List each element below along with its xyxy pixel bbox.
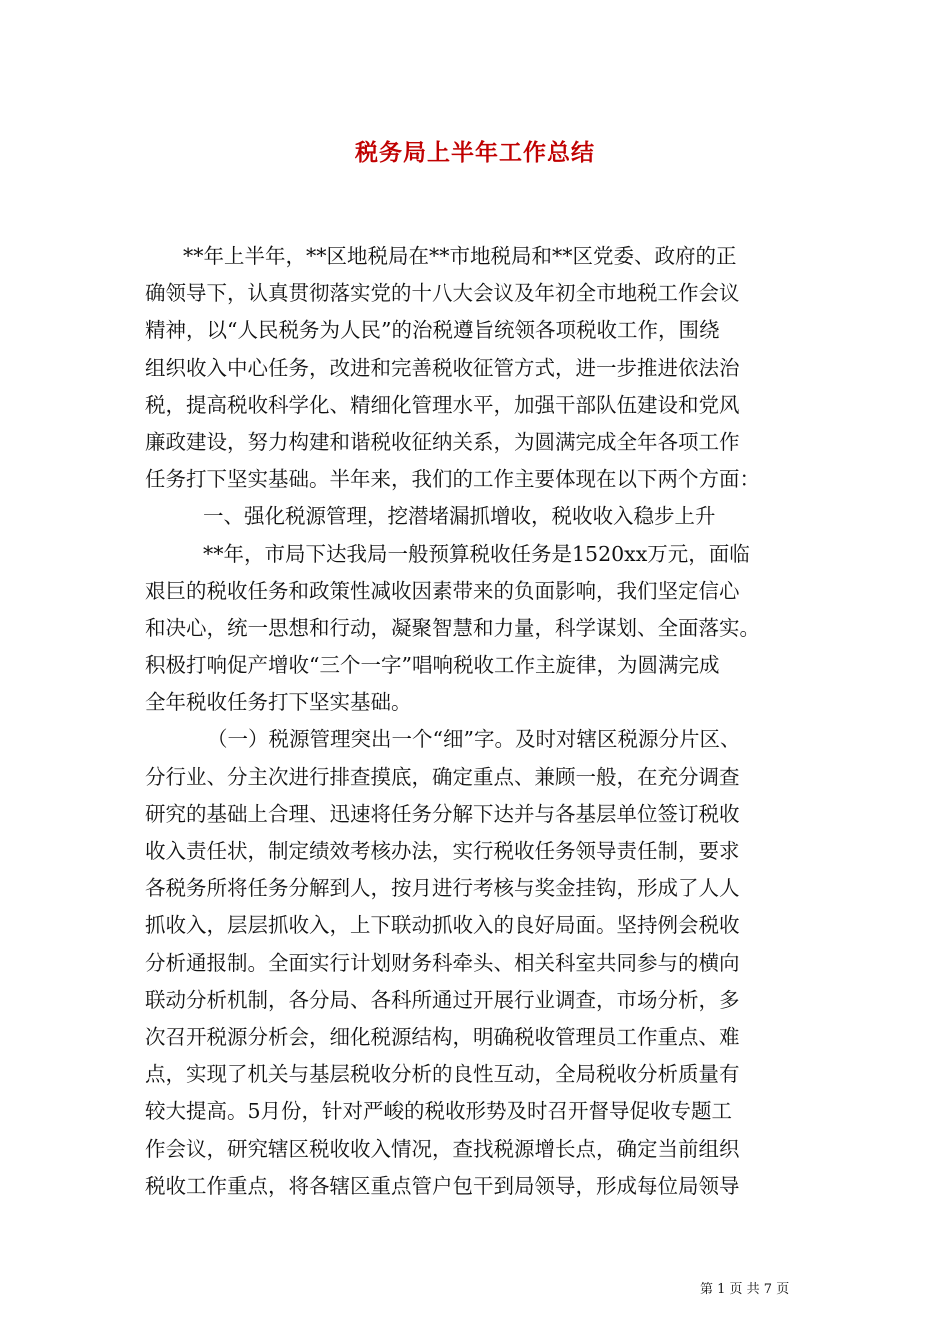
page-number-footer: 第 1 页 共 7 页	[700, 1282, 790, 1297]
text-line: 分析通报制。全面实行计划财务科牵头、相关科室共同参与的横向	[145, 950, 740, 975]
text-line: 联动分析机制，各分局、各科所通过开展行业调查，市场分析，多	[145, 987, 740, 1012]
text-line: 廉政建设，努力构建和谐税收征纳关系，为圆满完成全年各项工作	[145, 429, 740, 454]
document-body	[145, 238, 823, 1205]
text-line: 组织收入中心任务，改进和完善税收征管方式，进一步推进依法治	[145, 355, 740, 380]
text-line: 税，提高税收科学化、精细化管理水平，加强干部队伍建设和党风	[145, 392, 740, 417]
text-line: 抓收入，层层抓收入，上下联动抓收入的良好局面。坚持例会税收	[145, 913, 740, 938]
text-line: 精神，以“人民税务为人民”的治税遵旨统领各项税收工作，围绕	[145, 318, 720, 343]
text-line: 确领导下，认真贯彻落实党的十八大会议及年初全市地税工作会议	[145, 281, 740, 306]
text-line: 分行业、分主次进行排查摸底，确定重点、兼顾一般，在充分调查	[145, 764, 740, 789]
text-line: 艰巨的税收任务和政策性减收因素带来的负面影响，我们坚定信心	[145, 578, 740, 603]
text-line: 任务打下坚实基础。半年来，我们的工作主要体现在以下两个方面：	[145, 467, 760, 492]
text-line: 点，实现了机关与基层税收分析的良性互动，全局税收分析质量有	[145, 1062, 740, 1087]
text-line: 全年税收任务打下坚实基础。	[145, 690, 412, 715]
text-line: 积极打响促产增收“三个一字”唱响税收工作主旋律，为圆满完成	[145, 653, 720, 678]
document-title: 税务局上半年工作总结	[355, 139, 595, 166]
text-line: 收入责任状，制定绩效考核办法，实行税收任务领导责任制，要求	[145, 839, 740, 863]
text-line: 和决心，统一思想和行动，凝聚智慧和力量，科学谋划、全面落实。	[145, 615, 760, 640]
text-line: **年上半年，**区地税局在**市地税局和**区党委、政府的正	[183, 244, 737, 268]
section-heading: 一、强化税源管理，挖潜堵漏抓增收，税收收入稳步上升	[203, 504, 716, 529]
text-line: 次召开税源分析会，细化税源结构，明确税收管理员工作重点、难	[145, 1024, 740, 1049]
text-line: 作会议，研究辖区税收收入情况，查找税源增长点，确定当前组织	[145, 1136, 740, 1161]
text-line: **年，市局下达我局一般预算税收任务是1520xx万元，面临	[203, 541, 750, 566]
text-line: 研究的基础上合理、迅速将任务分解下达并与各基层单位签订税收	[145, 801, 740, 826]
text-line: 各税务所将任务分解到人，按月进行考核与奖金挂钩，形成了人人	[145, 876, 740, 901]
subsection-line: （一）税源管理突出一个“细”字。及时对辖区税源分片区、	[207, 727, 741, 752]
text-line: 税收工作重点，将各辖区重点管户包干到局领导，形成每位局领导	[145, 1173, 740, 1198]
text-line: 较大提高。5月份，针对严峻的税收形势及时召开督导促收专题工	[145, 1099, 733, 1124]
